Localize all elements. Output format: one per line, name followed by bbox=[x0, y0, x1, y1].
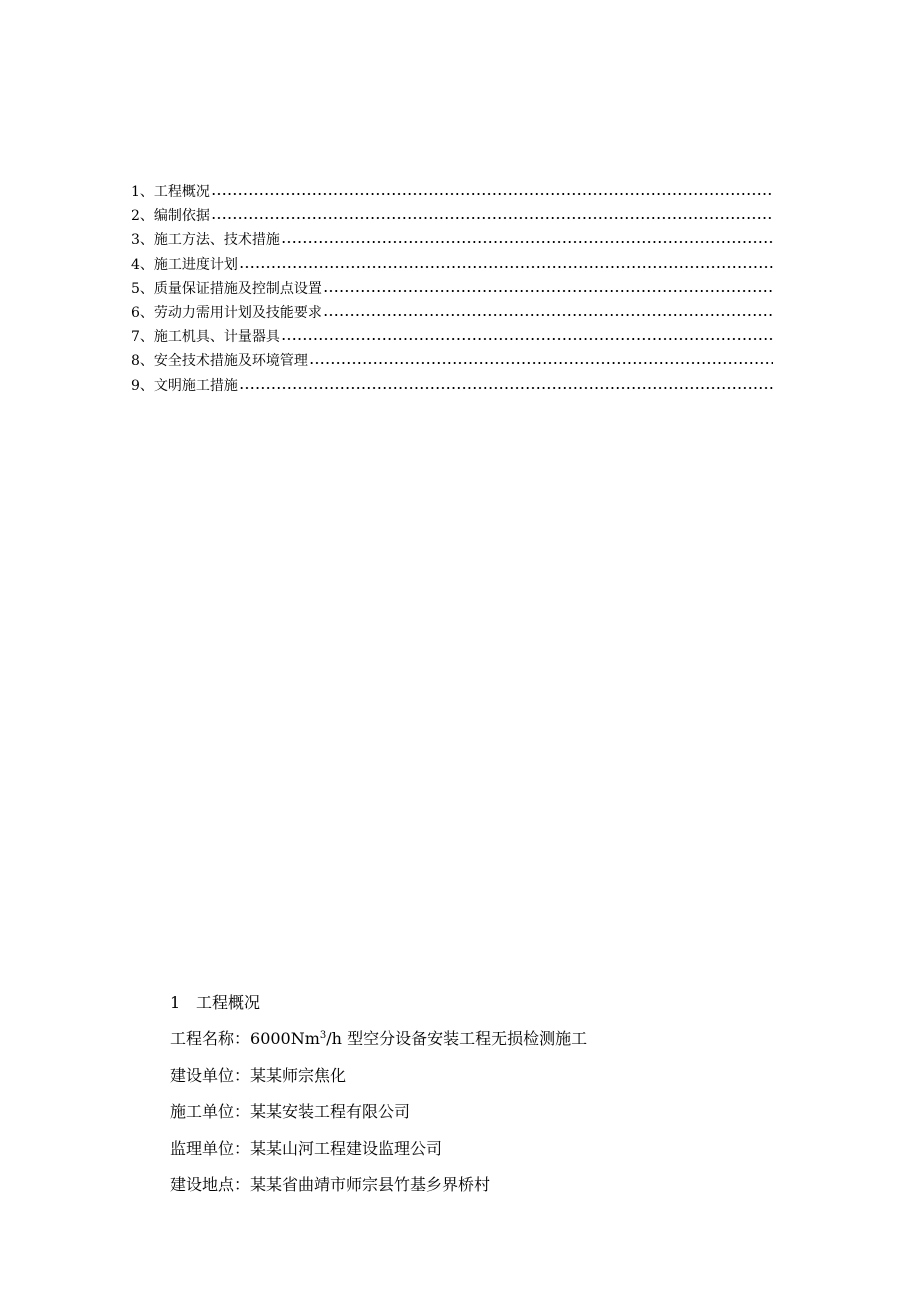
toc-leader bbox=[309, 362, 773, 364]
contractor-line: 施工单位：某某安装工程有限公司 bbox=[170, 1102, 411, 1121]
toc-leader bbox=[281, 241, 773, 243]
project-name-value-suffix: /h 型空分设备安装工程无损检测施工 bbox=[326, 1029, 588, 1048]
toc-leader bbox=[239, 387, 773, 389]
toc-item bbox=[131, 277, 773, 301]
toc-leader bbox=[211, 193, 773, 195]
toc-item bbox=[131, 325, 773, 349]
project-name-value-prefix: 6000Nm bbox=[250, 1029, 320, 1048]
toc-label: 3、施工方法、技术措施 bbox=[131, 232, 280, 249]
supervisor-line: 监理单位：某某山河工程建设监理公司 bbox=[170, 1138, 443, 1158]
toc-item bbox=[131, 349, 773, 373]
section-number: 1 bbox=[170, 993, 181, 1012]
toc-label: 7、施工机具、计量器具 bbox=[131, 329, 280, 346]
section-title: 工程概况 bbox=[196, 993, 261, 1012]
toc-leader bbox=[211, 217, 773, 219]
toc-leader bbox=[323, 314, 773, 316]
toc-label: 6、劳动力需用计划及技能要求 bbox=[131, 304, 322, 321]
toc-item bbox=[131, 301, 773, 325]
toc-leader bbox=[239, 266, 773, 268]
client-line: 建设单位：某某师宗焦化 bbox=[170, 1065, 347, 1085]
section-heading bbox=[170, 985, 810, 1021]
toc-item bbox=[131, 204, 773, 228]
toc-leader bbox=[323, 290, 773, 292]
toc-label: 9、文明施工措施 bbox=[131, 377, 238, 394]
project-name-label: 工程名称： bbox=[170, 1029, 251, 1048]
toc-label: 5、质量保证措施及控制点设置 bbox=[131, 280, 322, 297]
toc-item bbox=[131, 228, 773, 252]
project-name-line bbox=[170, 1021, 810, 1058]
table-of-contents bbox=[131, 180, 773, 398]
toc-label: 8、安全技术措施及环境管理 bbox=[131, 353, 308, 370]
project-name-value-sup: 3 bbox=[319, 1030, 327, 1041]
section-project-overview bbox=[170, 985, 810, 1204]
toc-leader bbox=[281, 338, 773, 340]
toc-item bbox=[131, 374, 773, 398]
location-line: 建设地点：某某省曲靖市师宗县竹基乡界桥村 bbox=[170, 1175, 491, 1194]
toc-label: 4、施工进度计划 bbox=[131, 256, 238, 273]
toc-item bbox=[131, 180, 773, 204]
toc-label: 2、编制依据 bbox=[131, 208, 210, 225]
toc-item bbox=[131, 253, 773, 277]
toc-label: 1、工程概况 bbox=[131, 184, 210, 200]
